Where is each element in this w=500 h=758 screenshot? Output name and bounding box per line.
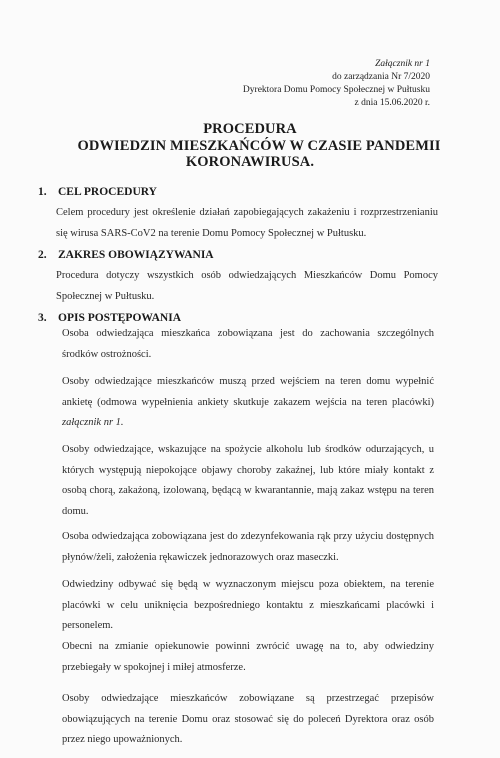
section-procedure — [38, 311, 438, 325]
section-number: 3. — [38, 312, 47, 324]
procedure-paragraph-7: Osoby odwiedzające mieszkańców zobowiązane są przestrzegać przepisów obowiązujących na terenie Domu oraz stosować się do poleceń Dyrektora oraz osób przez niego upoważnionych. — [62, 693, 434, 745]
title-line-3: KORONAWIRUSA. — [185, 154, 315, 170]
section-number: 2. — [38, 249, 47, 261]
procedure-paragraph-5: Odwiedziny odbywać się będą w wyznaczonym miejscu poza obiektem, na terenie placówki w celu uniknięcia bezpośredniego kontaktu z mieszkańcami placówki i personelem. — [62, 579, 434, 631]
section-scope — [38, 248, 438, 307]
title-line-2: ODWIEDZIN MIESZKAŃCÓW W CZASIE PANDEMII — [77, 137, 441, 154]
attachment-note — [243, 58, 430, 110]
section-number: 1. — [38, 186, 47, 198]
procedure-paragraph-2 — [62, 372, 434, 434]
section-heading — [38, 185, 438, 199]
attachment-order: do zarządzania Nr 7/2020 — [332, 72, 430, 82]
document-title — [0, 121, 500, 171]
procedure-paragraph-3: Osoby odwiedzające, wskazujące na spożycie alkoholu lub środków odurzających, u których występują niepokojące objawy choroby zakaźnej, lub które miały kontakt z osobą chorą, zakażoną, izolowaną, będącą w kwarantannie, mają zakaz wstępu na teren domu. — [62, 444, 434, 517]
section-heading — [38, 311, 438, 325]
attachment-number: Załącznik nr 1 — [375, 59, 430, 69]
section-text: Procedura dotyczy wszystkich osób odwiedzających Mieszkańców Domu Pomocy Społecznej w Pułtusku. — [56, 270, 438, 302]
section-heading — [38, 248, 438, 262]
procedure-paragraph-6: Obecni na zmianie opiekunowie powinni zwrócić uwagę na to, aby odwiedziny przebiegały w spokojnej i miłej atmosferze. — [62, 641, 434, 673]
section-text: Celem procedury jest określenie działań zapobiegających zakażeniu i rozprzestrzenianiu się wirusa SARS-CoV2 na terenie Domu Pomocy Społecznej w Pułtusku. — [56, 207, 438, 239]
section-title: OPIS POSTĘPOWANIA — [58, 312, 182, 324]
title-line-1: PROCEDURA — [203, 121, 297, 137]
section-title: ZAKRES OBOWIĄZYWANIA — [58, 249, 214, 261]
attachment-issuer: Dyrektora Domu Pomocy Społecznej w Pułtusku — [242, 85, 430, 95]
section-purpose — [38, 185, 438, 244]
attachment-reference: załącznik nr 1. — [62, 417, 124, 428]
paragraph-text: Osoby odwiedzające mieszkańców muszą przed wejściem na teren domu wypełnić ankietę (odmowa wypełnienia ankiety skutkuje zakazem wejścia na teren placówki) — [62, 376, 434, 408]
section-title: CEL PROCEDURY — [58, 186, 157, 198]
attachment-date: z dnia 15.06.2020 r. — [354, 98, 430, 108]
procedure-paragraph-1: Osoba odwiedzająca mieszkańca zobowiązana jest do zachowania szczególnych środków ostrożności. — [62, 328, 434, 360]
procedure-paragraph-4: Osoba odwiedzająca zobowiązana jest do zdezynfekowania rąk przy użyciu dostępnych płynów/żeli, założenia rękawiczek jednorazowych oraz maseczki. — [62, 531, 434, 563]
